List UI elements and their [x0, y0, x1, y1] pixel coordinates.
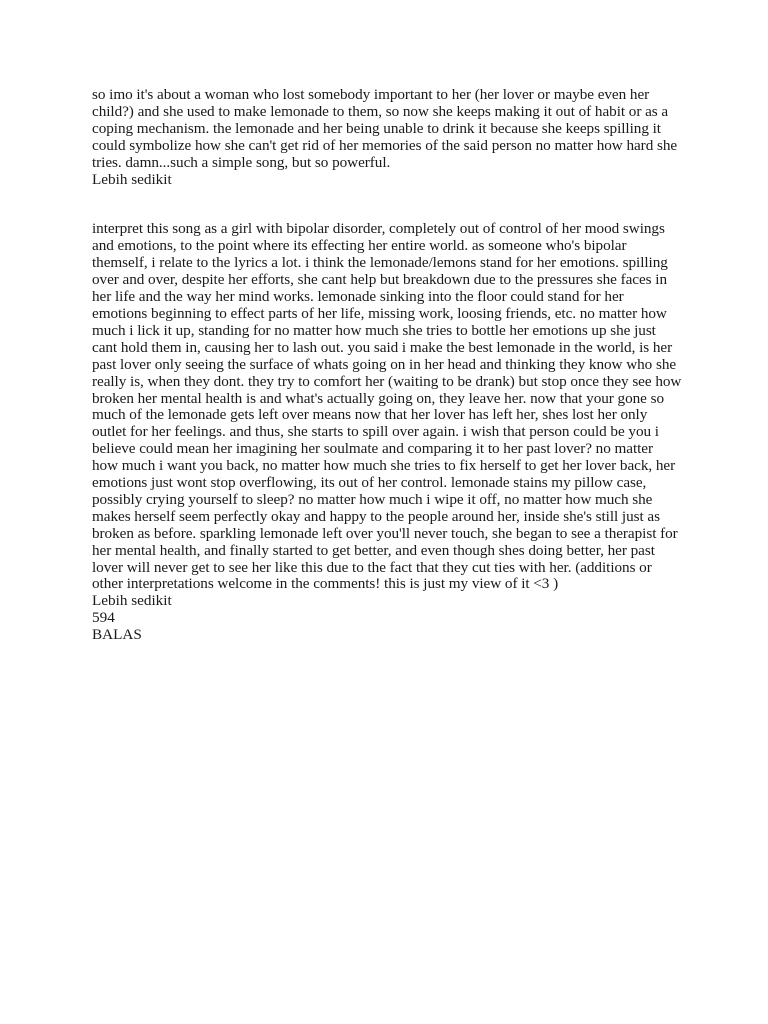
comment-1 [92, 87, 682, 188]
comment-1-show-less-link[interactable]: Lebih sedikit [92, 170, 172, 188]
comment-2-like-count: 594 [92, 609, 115, 627]
comment-separator [92, 188, 682, 221]
comment-2-reply-button[interactable]: BALAS [92, 626, 142, 644]
comment-thread [92, 87, 682, 644]
comment-2-text: interpret this song as a girl with bipolar disorder, completely out of control of her mood swings and emotions, to the point where its effecting her entire world. as someone who's bipolar themself, i relate to the lyrics a lot. i think the lemonade/lemons stand for her emotions. spilling over and over, despite her efforts, she cant help but breakdown due to the pressures she faces in her life and the way her mind works. lemonade sinking into the floor could stand for her emotions beginning to effect parts of her life, missing work, loosing friends, etc. no matter how much i lick it up, standing for no matter how much she tries to bottle her emotions up she just cant hold them in, causing her to lash out. you said i make the best lemonade in the world, is her past lover only seeing the surface of whats going on in her head and thinking they know who she really is, when they dont. they try to comfort her (waiting to be drank) but stop once they see how broken her mental health is and what's actually going on, they leave her. now that your gone so much of the lemonade gets left over means now that her lover has left her, shes lost her only outlet for her feelings. and thus, she starts to spill over again. i wish that person could be you i believe could mean her imagining her soulmate and comparing it to her past lover? no matter how much i want you back, no matter how much she tries to fix herself to get her lover back, her emotions just wont stop overflowing, its out of her control. lemonade stains my pillow case, possibly crying yourself to sleep? no matter how much i wipe it off, no matter how much she makes herself seem perfectly okay and happy to the people around her, inside she's still just as broken as before. sparkling lemonade left over you'll never touch, she began to see a therapist for her mental health, and finally started to get better, and even though shes doing better, her past lover will never get to see her like this due to the fact that they cut ties with her. (additions or other interpretations welcome in the comments! this is just my view of it <3 ) [92, 220, 682, 593]
comment-2 [92, 221, 682, 644]
comment-2-show-less-link[interactable]: Lebih sedikit [92, 592, 172, 610]
comment-1-text: so imo it's about a woman who lost somebody important to her (her lover or maybe even her child?) and she used to make lemonade to them, so now she keeps making it out of habit or as a coping mechanism. the lemonade and her being unable to drink it because she keeps spilling it could symbolize how she can't get rid of her memories of the said person no matter how hard she tries. damn...such a simple song, but so powerful. [92, 86, 678, 171]
